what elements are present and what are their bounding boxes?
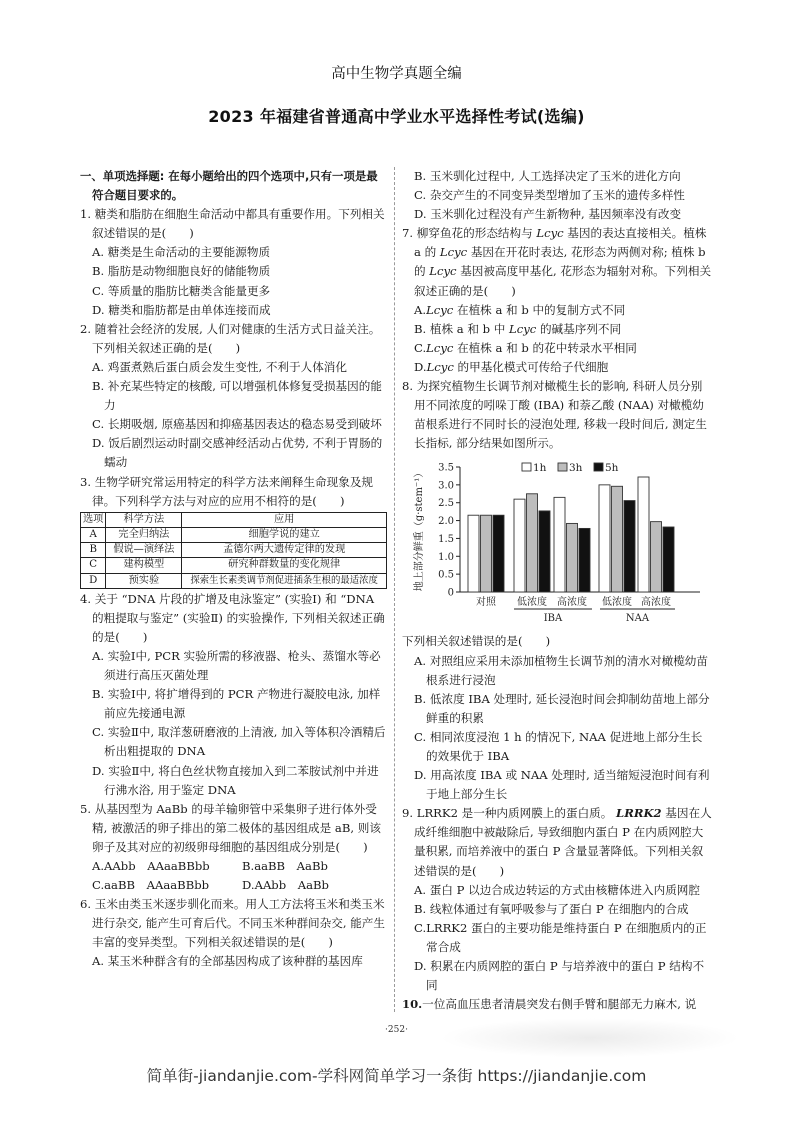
option-prefix: A. (414, 302, 427, 317)
y-tick-label: 1.5 (438, 534, 454, 546)
option-c (402, 339, 712, 358)
option-b: B. 补充某些特定的核酸, 可以增强机体修复受损基因的能力 (92, 379, 382, 413)
y-tick-label: 2.0 (438, 516, 454, 528)
legend-swatch (522, 463, 531, 471)
table-cell: 预实验 (106, 573, 182, 588)
question-stem: 糖类和脂肪在细胞生命活动中都具有重要作用。下列相关叙述错误的是( ) (92, 207, 385, 241)
table-row (81, 573, 387, 588)
option-text: 在植株 a 和 b 中的复制方式不同 (453, 302, 626, 317)
bar-1h (514, 500, 525, 593)
option-c: C.aaBB AAaaBBbb (92, 878, 210, 893)
y-tick-label: 1.0 (438, 552, 454, 564)
question-number: 5. (80, 801, 92, 816)
question-stem: 生物学研究常运用特定的科学方法来阐释生命现象及规律。下列科学方法与对应的应用不相符的是( ) (92, 474, 374, 508)
option-d: D. 积累在内质网腔的蛋白 P 与培养液中的蛋白 P 结构不同 (414, 959, 705, 993)
table-row (81, 527, 387, 542)
bar-1h (468, 516, 479, 593)
question-stem: 玉米由类玉米逐步驯化而来。用人工方法将玉米和类玉米进行杂交, 能产生可育后代。不同玉米种群间杂交, 能产生丰富的变异类型。下列相关叙述错误的是( ) (92, 897, 385, 950)
table-cell: 研究种群数量的变化规律 (182, 558, 387, 573)
table-header: 应用 (182, 512, 387, 527)
column-divider (394, 167, 395, 1012)
y-axis-label: 地上部分鲜重（g·stem⁻¹） (414, 468, 425, 592)
option-b: B. 实验Ⅰ中, 将扩增得到的 PCR 产物进行凝胶电泳, 加样前应先接通电源 (92, 687, 381, 721)
question-number: 10. (402, 997, 423, 1012)
option-d: D. 饭后剧烈运动时副交感神经活动占优势, 不利于胃肠的蠕动 (92, 436, 383, 470)
y-tick-label: 3.5 (438, 462, 454, 474)
gene-name: LRRK2 (616, 806, 662, 821)
option-b: B. 脂肪是动物细胞良好的储能物质 (92, 264, 271, 279)
option-b: B. 玉米驯化过程中, 人工选择决定了玉米的进化方向 (414, 169, 681, 183)
bar-chart-svg (410, 457, 710, 632)
option-d (402, 358, 712, 377)
question-2 (80, 320, 387, 473)
question-followup: 下列相关叙述错误的是( ) (402, 634, 551, 649)
option-c: C. 杂交产生的不同变异类型增加了玉米的遗传多样性 (414, 188, 685, 203)
question-stem: 从基因型为 AaBb 的母羊输卵管中采集卵子进行体外受精, 被激活的卵子排出的第二极体的基因组成是 aB, 则该卵子及其对应的初级卵母细胞的基因组成分别是( ) (92, 801, 381, 854)
question-stem: 随着社会经济的发展, 人们对健康的生活方式日益关注。下列相关叙述正确的是( ) (92, 321, 381, 355)
legend-label: 3h (569, 462, 583, 475)
x-tick-label: 对照 (476, 597, 496, 609)
table-cell: C (81, 558, 106, 573)
option-a: A. 某玉米种群含有的全部基因构成了该种群的基因库 (92, 954, 363, 969)
bar-3h (567, 524, 578, 593)
option-prefix: D. (414, 359, 427, 374)
stem-part: 基因在人成纤维细胞中被敲除后, 导致细胞内蛋白 P 在内质网腔大量积累, 而培养液中的蛋白 P 含量显著降低。下列相关叙述错误的是( ) (414, 806, 712, 878)
option-a (402, 301, 712, 320)
stem-part: LRRK2 是一种内质网膜上的蛋白质。 (416, 806, 617, 821)
x-tick-label: 高浓度 (557, 597, 587, 609)
table-cell: 探索生长素类调节剂促进插条生根的最适浓度 (182, 573, 387, 588)
table-cell: A (81, 527, 106, 542)
gene-name: Lcyc (426, 359, 454, 374)
option-d: D. 用高浓度 IBA 或 NAA 处理时, 适当缩短浸泡时间有利于地上部分生长 (414, 768, 710, 802)
bar-chart (410, 457, 710, 632)
question-3 (80, 473, 387, 589)
question-9 (402, 804, 712, 995)
option-a: A. 鸡蛋煮熟后蛋白质会发生变性, 不利于人体消化 (92, 359, 347, 374)
gene-name: Lcyc (509, 321, 537, 336)
stem-part: 基因的表达直接相关。植株 a 的 (414, 226, 707, 260)
option-b: B. 低浓度 IBA 处理时, 延长浸泡时间会抑制幼苗地上部分鲜重的积累 (414, 691, 710, 725)
question-number: 2. (80, 321, 92, 336)
option-text: 在植株 a 和 b 的花中转录水平相同 (453, 340, 637, 355)
question-stem: 为探究植物生长调节剂对橄榄生长的影响, 科研人员分别用不同浓度的吲哚丁酸 (IBA) 和萘乙酸 (NAA) 对橄榄幼苗根系进行不同时长的浸泡处理, 移栽一段时间后, 测定生长指标, 部分结果如图所示。 (414, 379, 707, 451)
series-title: 高中生物学真题全编 (331, 66, 462, 82)
gene-name: Lcyc (426, 340, 454, 355)
question-stem: 一位高血压患者清晨突发右侧手臂和腿部无力麻木, 说 (422, 997, 697, 1012)
question-8 (402, 377, 712, 804)
options-grid (80, 857, 387, 895)
gene-name: Lcyc (429, 264, 457, 279)
option-d: D. 玉米驯化过程没有产生新物种, 基因频率没有改变 (414, 207, 682, 222)
table-cell: 建构模型 (106, 558, 182, 573)
table-cell: 细胞学说的建立 (182, 527, 387, 542)
watermark-footer: 简单街-jiandanjie.com-学科网简单学习一条街 https://jiandanjie.com (146, 1067, 647, 1085)
table-header-row (81, 512, 387, 527)
group-label: NAA (625, 613, 650, 625)
table-header: 科学方法 (106, 512, 182, 527)
table-row (81, 558, 387, 573)
option-d: D. 实验Ⅱ中, 将白色丝状物直接加入到二苯胺试剂中并进行沸水浴, 用于鉴定 DNA (92, 763, 379, 797)
table-cell: 孟德尔两大遗传定律的发现 (182, 543, 387, 558)
page-number: ·252· (385, 1025, 408, 1035)
option-a: A.AAbb AAaaBBbb (92, 859, 210, 874)
right-column (402, 167, 712, 1014)
option-c: C. 长期吸烟, 原癌基因和抑癌基因表达的稳态易受到破坏 (92, 417, 382, 432)
table-cell: D (81, 573, 106, 588)
bar-5h (493, 516, 504, 593)
group-label: IBA (543, 613, 563, 625)
option-d: D. 糖类和脂肪都是由单体连接而成 (92, 302, 271, 317)
bar-5h (539, 511, 550, 592)
option-b: B. 线粒体通过有氧呼吸参与了蛋白 P 在细胞内的合成 (414, 901, 689, 916)
table-cell: B (81, 543, 106, 558)
gene-name: Lcyc (426, 302, 454, 317)
question-10 (402, 995, 712, 1014)
option-b: B.aaBB AaBb (242, 859, 328, 874)
question-number: 4. (80, 591, 92, 606)
question-number: 9. (402, 806, 414, 821)
legend-swatch (594, 463, 603, 471)
scan-smudge (440, 1018, 740, 1058)
option-text: 的碱基序列不同 (536, 321, 622, 336)
bar-1h (554, 498, 565, 593)
section-heading: 一、单项选择题: 在每小题给出的四个选项中,只有一项是最符合题目要求的。 (80, 169, 378, 203)
question-stem: 关于 “DNA 片段的扩增及电泳鉴定” (实验Ⅰ) 和 “DNA 的粗提取与鉴定” (实验Ⅱ) 的实验操作, 下列相关叙述正确的是( ) (92, 591, 385, 644)
question-6-continued (402, 167, 712, 224)
table-cell: 假说—演绎法 (106, 543, 182, 558)
option-c: C. 实验Ⅱ中, 取洋葱研磨液的上清液, 加入等体积冷酒精后析出粗提取的 DNA (92, 725, 386, 759)
question-4 (80, 590, 387, 800)
bar-1h (638, 477, 649, 592)
gene-name: Lcyc (439, 245, 468, 260)
question-number: 1. (80, 207, 92, 222)
y-tick-label: 0 (447, 587, 454, 599)
table-cell: 完全归纳法 (106, 527, 182, 542)
methods-table (80, 512, 387, 589)
bar-1h (599, 485, 610, 592)
option-a: A. 糖类是生命活动的主要能源物质 (92, 245, 271, 260)
table-row (81, 543, 387, 558)
bar-5h (624, 501, 635, 592)
option-a: A. 蛋白 P 以边合成边转运的方式由核糖体进入内质网腔 (414, 882, 700, 897)
option-c: C. 相同浓度浸泡 1 h 的情况下, NAA 促进地上部分生长的效果优于 IBA (414, 729, 703, 763)
question-number: 8. (402, 379, 414, 394)
y-tick-label: 0.5 (438, 570, 454, 582)
question-7 (402, 224, 712, 377)
x-tick-label: 低浓度 (602, 597, 632, 609)
exam-title: 2023 年福建省普通高中学业水平选择性考试(选编) (208, 107, 585, 126)
left-column (80, 167, 387, 972)
legend-label: 5h (605, 462, 619, 475)
x-tick-label: 高浓度 (641, 597, 671, 609)
bar-3h (527, 494, 538, 592)
question-5 (80, 800, 387, 895)
option-c: C. 等质量的脂肪比糖类含能量更多 (92, 283, 271, 298)
bar-5h (663, 527, 674, 592)
stem-part: 柳穿鱼花的形态结构与 (416, 226, 537, 241)
option-b (402, 320, 712, 339)
question-number: 6. (80, 897, 92, 912)
table-header: 选项 (81, 512, 106, 527)
y-tick-label: 3.0 (438, 480, 454, 492)
option-prefix: B. 植株 a 和 b 中 (414, 321, 510, 336)
stem-part: 基因在开花时表达, 花形态为两侧对称; 植株 b 的 (414, 245, 706, 279)
question-number: 3. (80, 474, 92, 489)
option-text: 的甲基化模式可传给子代细胞 (453, 359, 609, 374)
question-6 (80, 895, 387, 971)
stem-part: 基因被高度甲基化, 花形态为辐射对称。下列相关叙述正确的是( ) (414, 264, 712, 298)
question-number: 7. (402, 226, 414, 241)
y-tick-label: 2.5 (438, 498, 454, 510)
bar-5h (579, 529, 590, 593)
x-tick-label: 低浓度 (517, 597, 547, 609)
option-d: D.AAbb AaBb (242, 878, 329, 893)
gene-name: Lcyc (536, 226, 564, 241)
bar-3h (481, 516, 492, 593)
option-a: A. 对照组应采用未添加植物生长调节剂的清水对橄榄幼苗根系进行浸泡 (414, 653, 708, 687)
legend-label: 1h (533, 462, 547, 475)
bar-3h (651, 522, 662, 592)
legend-swatch (558, 463, 567, 471)
option-c: C.LRRK2 蛋白的主要功能是维持蛋白 P 在细胞质内的正常合成 (414, 920, 707, 954)
option-a: A. 实验Ⅰ中, PCR 实验所需的移液器、枪头、蒸馏水等必须进行高压灭菌处理 (92, 648, 381, 683)
option-prefix: C. (414, 340, 427, 355)
question-1 (80, 205, 387, 320)
bar-3h (612, 487, 623, 593)
